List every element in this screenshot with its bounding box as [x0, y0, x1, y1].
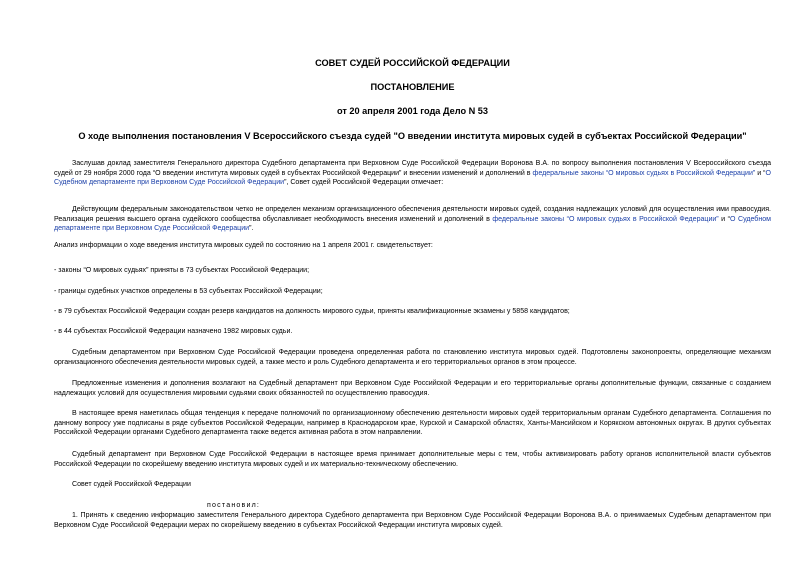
council-signature-line: Совет судей Российской Федерации	[72, 481, 191, 488]
council-heading: СОВЕТ СУДЕЙ РОССИЙСКОЙ ФЕДЕРАЦИИ	[315, 58, 510, 68]
law-link-judicial-department-2[interactable]: О Судебном департаменте при Верховном Суде Российской Федерации	[54, 215, 771, 233]
paragraph-9: Предложенные изменения и дополнения возлагают на Судебный департамент при Верховном Суде Российской Федерации и его территориальные органы дополнительные функции, связанные с созданием надлежащих условий для осуществления мировыми судьями своих обязанностей по осуществлению правосудия.	[54, 380, 771, 397]
paragraph-2-text-c: ”.	[249, 225, 254, 233]
paragraph-2-text-b: и “	[718, 215, 730, 223]
paragraph-2-text-a: Действующим федеральным законодательством четко не определен механизм организационного обеспечения деятельности мировых судей, создания надлежащих условий для осуществления ими правосудия. Реализация решения высшего органа судейского сообщества обуславливает необходимость внесения изменений и дополнений в	[54, 206, 771, 223]
law-link-magistrates[interactable]: федеральные законы “О мировых судьях в Российской Федерации”	[532, 169, 756, 177]
paragraph-10: В настоящее время наметилась общая тенденция к передаче полномочий по организационному обеспечению деятельности мировых судей территориальным органам Судебного департамента. Соглашения по данному вопросу уже подписаны в ряде субъектов Российской Федерации, например в Краснодарском крае, Курской и Самарской областях, Ханты-Мансийском и Корякском автономных округах. В других субъектах Российской Федерации органами Судебного департамента также ведется активная работа в этом направлении.	[54, 410, 771, 437]
list-item-boundaries: - границы судебных участков определены в 53 субъектах Российской Федерации;	[54, 288, 323, 295]
law-link-magistrates-2[interactable]: федеральные законы “О мировых судьях в Российской Федерации”	[492, 215, 719, 223]
law-link-judicial-department[interactable]: О Судебном департаменте при Верховном Суде Российской Федерации	[54, 169, 771, 187]
paragraph-3: Анализ информации о ходе введения института мировых судей по состоянию на 1 апреля 2001 г. свидетельствует:	[54, 242, 433, 249]
paragraph-8: Судебным департаментом при Верховном Суде Российской Федерации проведена определенная работа по становлению института мировых судей. Подготовлены законопроекты, определяющие механизм организационного обеспечения деятельности мировых судей, а также место и роль Судебного департамента и его территориальных органов в этом процессе.	[54, 349, 771, 366]
date-line-heading: от 20 апреля 2001 года Дело N 53	[336, 106, 489, 116]
paragraph-1-text-c: ”, Совет судей Российской Федерации отмечает:	[284, 179, 444, 187]
resolution-item-1: 1. Принять к сведению информацию заместителя Генерального директора Судебного департамента при Верховном Суде Российской Федерации Воронова В.А. о принимаемых Судебным департаментом при Верховном Суде Российской Федерации мерах по скорейшему введению в субъектах Российской Федерации института мировых судей.	[54, 512, 771, 529]
document-title: О ходе выполнения постановления V Всероссийского съезда судей "О введении института мировых судей в субъектах Российской Федерации"	[78, 131, 747, 141]
paragraph-1-text-a: Заслушав доклад заместителя Генерального директора Судебного департамента при Верховном Суде Российской Федерации Воронова В.А. по вопросу выполнения постановления V Всероссийского съезда судей от 29 ноября 2000 года “О введении института мировых судей в субъектах Российской Федерации” и внесении изменений и дополнений в	[54, 160, 771, 177]
paragraph-1	[54, 159, 771, 188]
list-item-appointed: - в 44 субъектах Российской Федерации назначено 1982 мировых судьи.	[54, 328, 293, 335]
paragraph-2	[54, 205, 771, 234]
paragraph-1-text-b: и “	[755, 169, 766, 177]
doc-type-heading: ПОСТАНОВЛЕНИЕ	[370, 82, 455, 92]
paragraph-11: Судебный департамент при Верховном Суде Российской Федерации в настоящее время принимает дополнительные меры с тем, чтобы активизировать работу органов исполнительной власти субъектов Российской Федерации по скорейшему введению института мировых судей и их материально-техническому обеспечению.	[54, 451, 771, 468]
list-item-candidates: - в 79 субъектах Российской Федерации создан резерв кандидатов на должность мирового судьи, приняты квалификационные экзамены у 5858 кандидатов;	[54, 308, 570, 315]
list-item-laws: - законы “О мировых судьях” приняты в 73 субъектах Российской Федерации;	[54, 267, 310, 274]
resolved-heading: постановил:	[207, 502, 261, 509]
